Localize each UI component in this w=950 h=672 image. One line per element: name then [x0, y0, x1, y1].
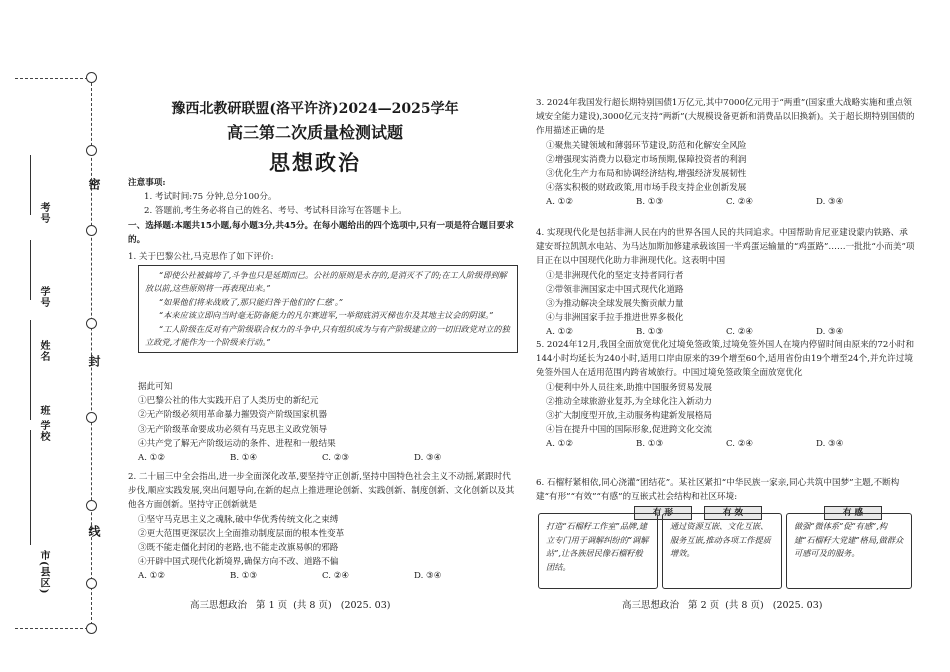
q2-item: ④开辟中国式现代化新境界,确保方向不改、道路不偏	[138, 557, 339, 568]
q6-stem: 6. 石榴籽紧相依,同心浇灌“团结花”。某社区紧扣“中华民族一家亲,同心共筑中国梦”主题,不断构建“有形”“有效”“有感”的互嵌式社会结构和社区环境:	[536, 478, 900, 503]
q4-item: ①是非洲现代化的坚定支持者同行者	[546, 270, 684, 281]
subject-title: 思想政治	[269, 150, 361, 175]
binding-hole	[86, 500, 97, 511]
q2-option-b[interactable]: B. ①③	[230, 571, 258, 582]
student-number-label: 学号	[38, 286, 49, 308]
field-line	[30, 375, 31, 420]
q4-item: ④与非洲国家手拉手推进世界多极化	[546, 313, 684, 324]
q1-quote: “即使公社被搞垮了,斗争也只是延期而已。公社的原则是永存的,是消灭不了的;在工人阶级得到解放以前,这些原则将一再表现出来。”	[145, 270, 507, 294]
q4-option-b[interactable]: B. ①③	[636, 327, 664, 338]
q3-stem: 3. 2024年我国发行超长期特别国债1万亿元,其中7000亿元用于“两重”(国家重大战略实施和重点领域安全能力建设),3000亿元支持“两新”(大规模设备更新和消费品以旧换新)。关于超长期特别国债的作用描述正确的是	[536, 98, 915, 137]
binding-hole	[86, 145, 97, 156]
q6-card-text: 打造“石榴籽工作室”品牌,建立专门用于调解纠纷的“调解站”,让各族居民像石榴籽般团结。	[546, 521, 649, 572]
q1-option-b[interactable]: B. ①④	[230, 453, 258, 464]
q1-item: ①巴黎公社的伟大实践开启了人类历史的新纪元	[138, 396, 319, 407]
question-2	[128, 470, 518, 584]
q2-option-a[interactable]: A. ①②	[138, 571, 166, 582]
notes	[128, 176, 518, 247]
exam-number-label: 考号	[38, 202, 49, 224]
note-item: 2. 答题前,考生务必将自己的姓名、考号、考试科目涂写在答题卡上。	[144, 206, 407, 217]
seal-char: 线	[87, 525, 101, 538]
binding-hole	[86, 72, 97, 83]
field-line	[30, 470, 31, 545]
q5-item: ③扩大制度型开放,主动服务构建新发展格局	[546, 411, 713, 422]
binding-hole	[86, 578, 97, 589]
binding-dash-top	[15, 78, 93, 79]
q1-quote: “如果他们将来战败了,那只能归咎于他们的‘仁慈’。”	[159, 296, 344, 307]
q2-item: ①坚守马克思主义之魂脉,破中华优秀传统文化之束缚	[138, 514, 339, 525]
q5-stem: 5. 2024年12月,我国全面放宽优化过境免签政策,过境免签外国人在境内停留时间由原来的72小时和144小时均延长为240小时,适用口岸由原来的39个增至60个,适用省份由19个增至24个,并允许过境免签外国人在适用范围内跨省域旅行。中国过境免签政策全面放宽优化	[536, 340, 915, 379]
q1-quote: “本来应该立即向当时毫无防备能力的凡尔赛进军,一举彻底消灭梯也尔及其地主议会的阴谋。”	[159, 310, 494, 321]
q4-option-d[interactable]: D. ③④	[816, 327, 844, 338]
name-label: 姓名	[38, 340, 49, 362]
q3-options	[536, 195, 916, 209]
q6-card-text: 通过资源互嵌、文化互嵌、服务互嵌,推动各项工作提质增效。	[670, 521, 771, 558]
q4-stem: 4. 实现现代化是包括非洲人民在内的世界各国人民的共同追求。中国帮助肯尼亚建设蒙内铁路、承建安哥拉凯凯水电站、为马达加斯加修建承载该国一半鸡蛋运输量的“鸡蛋路”……一批批“小而美”项目正在以中国现代化助力非洲现代化。这表明中国	[536, 228, 915, 267]
q6-card-tag: 有 效	[704, 506, 762, 520]
q6-card-perceptible	[786, 513, 912, 589]
q4-option-a[interactable]: A. ①②	[546, 327, 574, 338]
q3-option-a[interactable]: A. ①②	[546, 197, 574, 208]
binding-dash-bottom	[15, 628, 93, 629]
q5-option-b[interactable]: B. ①③	[636, 439, 664, 450]
q1-lead: 据此可知	[138, 382, 173, 392]
note-item: 1. 考试时间:75 分钟,总分100分。	[144, 192, 277, 203]
q6-card-tag: 有 形	[634, 506, 692, 520]
q4-option-c[interactable]: C. ②④	[726, 327, 754, 338]
q5-item: ②推动全球旅游业复苏,为全球化注入新动力	[546, 396, 713, 407]
q3-option-d[interactable]: D. ③④	[816, 197, 844, 208]
question-1-stem: 1. 关于巴黎公社,马克思作了如下评价:	[128, 252, 274, 262]
binding-dash-line	[91, 78, 92, 630]
q3-item: ②增强现实消费力以稳定市场预期,保障投资者的利润	[546, 154, 747, 165]
q5-option-a[interactable]: A. ①②	[546, 439, 574, 450]
q1-option-c[interactable]: C. ②③	[322, 453, 350, 464]
q3-item: ①聚焦关键领域和薄弱环节建设,防范和化解安全风险	[546, 140, 747, 151]
q2-option-c[interactable]: C. ②④	[322, 571, 350, 582]
field-line	[30, 320, 31, 378]
q2-option-d[interactable]: D. ③④	[414, 571, 442, 582]
exam-org-title: 豫西北教研联盟(洛平许济)2024—2025学年	[171, 101, 459, 117]
q4-item: ③为推动解决全球发展失衡贡献力量	[546, 299, 684, 310]
q1-item: ②无产阶级必须用革命暴力摧毁资产阶级国家机器	[138, 410, 328, 421]
section-heading: 一、选择题:本题共15小题,每小题3分,共45分。在每小题给出的四个选项中,只有一项是符合题目要求的。	[128, 220, 514, 245]
q5-option-d[interactable]: D. ③④	[816, 439, 844, 450]
q4-item: ②带领非洲国家走中国式现代化道路	[546, 284, 684, 295]
seal-char: 封	[87, 355, 101, 368]
q2-item: ②更大范围更深层次上全面推动制度层面的根本性变革	[138, 528, 345, 539]
binding-hole	[86, 225, 97, 236]
q2-options	[128, 569, 518, 583]
binding-hole	[86, 623, 97, 634]
q1-item: ④共产党了解无产阶级运动的条件、进程和一般结果	[138, 438, 336, 449]
q3-option-c[interactable]: C. ②④	[726, 197, 754, 208]
page-1-footer: 高三思想政治 第 1 页 (共 8 页) (2025. 03)	[190, 600, 391, 611]
q3-item: ③优化生产力布局和协调经济结构,增强经济发展韧性	[546, 169, 747, 180]
city-county-label: 市(县区)	[38, 550, 49, 595]
q1-option-a[interactable]: A. ①②	[138, 453, 166, 464]
seal-char: 密	[87, 178, 101, 191]
q1-options	[138, 451, 518, 465]
q3-item: ④落实积极的财政政策,用市场手段支持企业创新发展	[546, 183, 747, 194]
question-3	[536, 96, 916, 210]
q5-option-c[interactable]: C. ②④	[726, 439, 754, 450]
exam-title: 高三第二次质量检测试题	[226, 123, 403, 142]
field-line	[30, 240, 31, 300]
binding-hole	[86, 412, 97, 423]
class-label: 班	[38, 405, 49, 416]
page-2-footer: 高三思想政治 第 2 页 (共 8 页) (2025. 03)	[622, 600, 823, 611]
binding-hole	[86, 318, 97, 329]
q5-options	[536, 437, 916, 451]
q6-card-tangible	[538, 513, 658, 589]
q1-item: ③无产阶级革命要成功必须有马克思主义政党领导	[138, 424, 328, 435]
notes-heading: 注意事项:	[128, 178, 166, 188]
q6-card-effective	[662, 513, 782, 589]
q6-card-text: 做强“微体系”促“有感”,构建“石榴籽大党建”格局,做群众可感可及的服务。	[794, 521, 904, 558]
q2-stem: 2. 二十届三中全会指出,进一步全面深化改革,要坚持守正创新,坚持中国特色社会主义不动摇,紧跟时代步伐,顺应实践发展,突出问题导向,在新的起点上推进理论创新、实践创新、制度创新、文化创新以及其他各方面创新。坚持守正创新就是	[128, 472, 515, 511]
q5-item: ①便利中外人员往来,助推中国服务贸易发展	[546, 382, 713, 393]
header	[120, 98, 510, 177]
q6-card-tag: 有 感	[824, 506, 882, 520]
question-1-body	[138, 380, 518, 465]
question-5	[536, 338, 916, 452]
school-label: 学校	[38, 420, 49, 442]
q3-option-b[interactable]: B. ①③	[636, 197, 664, 208]
q1-quote: “工人阶级在反对有产阶级联合权力的斗争中,只有组织成为与有产阶级建立的一切旧政党对立的独立政党,才能作为一个阶级来行动。”	[145, 323, 510, 348]
q2-item: ③既不能走僵化封闭的老路,也不能走改旗易帜的邪路	[138, 543, 339, 554]
field-line	[30, 155, 31, 215]
question-4	[536, 226, 916, 340]
q5-item: ④旨在提升中国的国际形象,促进跨文化交流	[546, 425, 713, 436]
q1-quote-box	[138, 265, 518, 353]
q1-option-d[interactable]: D. ③④	[414, 453, 442, 464]
